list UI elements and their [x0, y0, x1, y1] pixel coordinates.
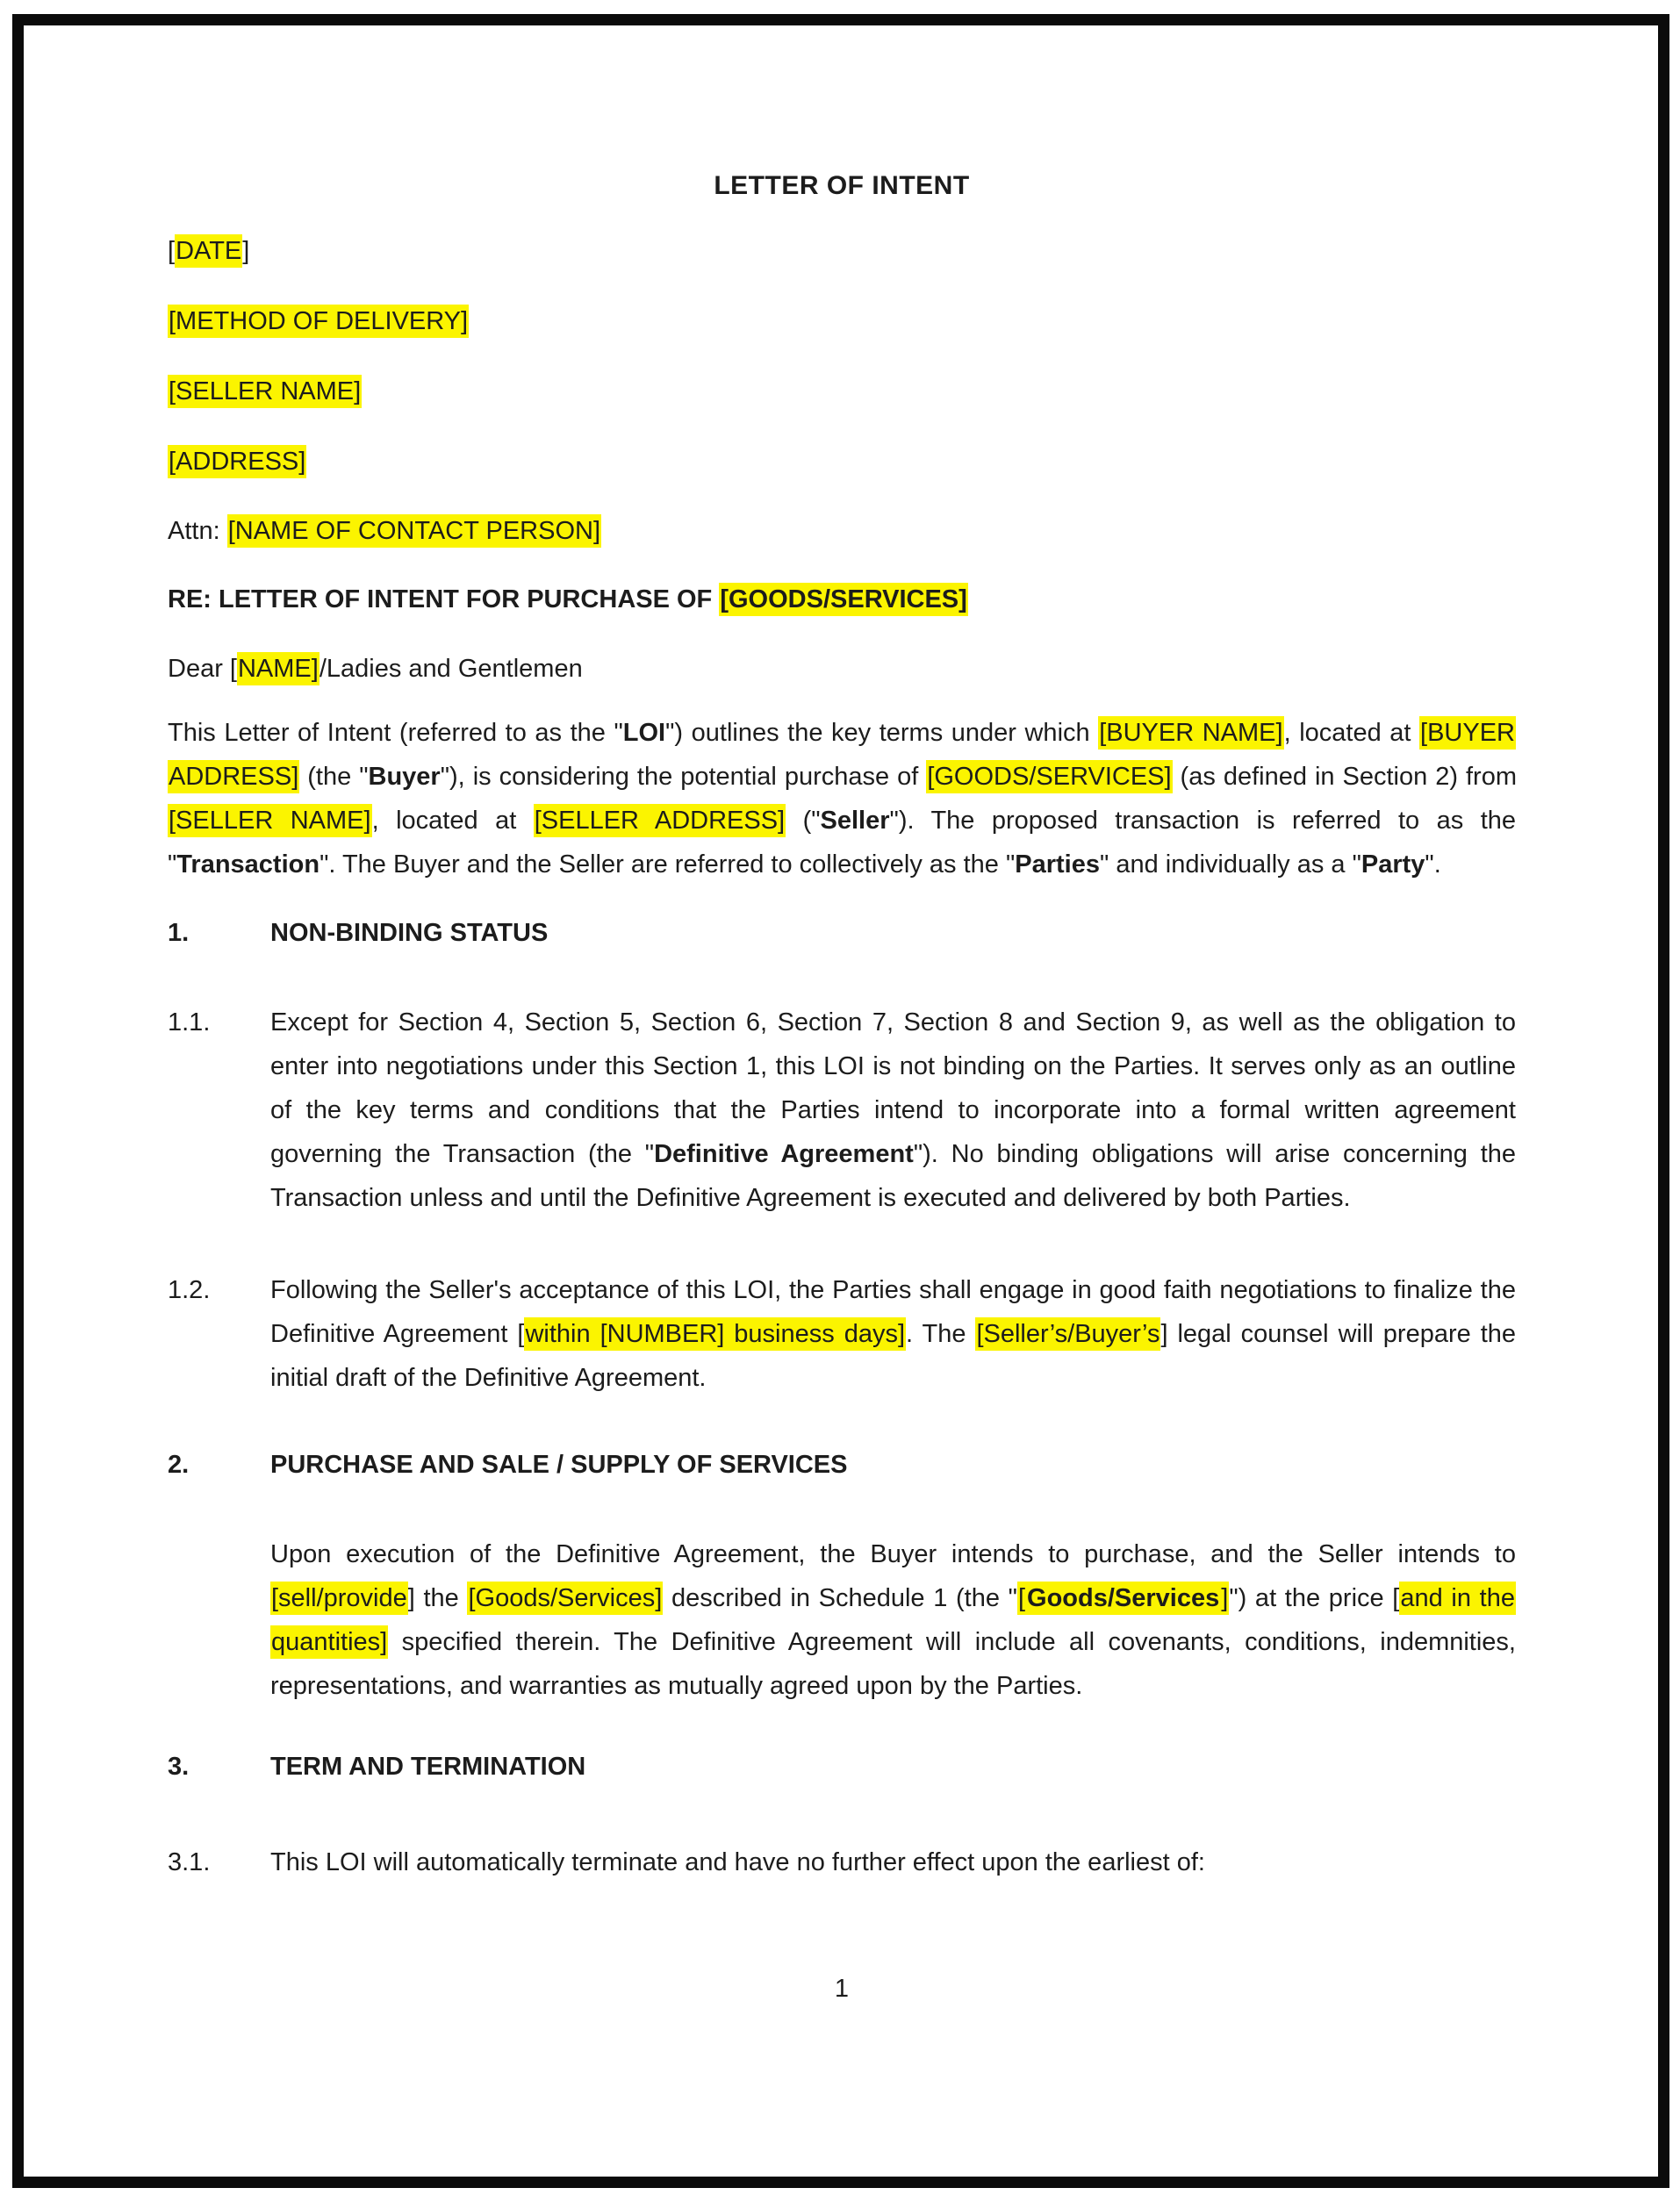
- salutation-line: Dear [NAME]/Ladies and Gentlemen: [168, 647, 1516, 691]
- clause-1-1-text: Except for Section 4, Section 5, Section 6, Section 7, Section 8 and Section 9, as well as the obligation to enter into negotiations under this Section 1, this LOI is not binding on the Parties. It serves only as an outline of the key terms and conditions that the Parties intend to incorporate into a formal written agreement governing the Transaction (the "Definitive Agreement"). No binding obligations will arise concerning the Transaction unless and until the Definitive Agreement is executed and delivered by both Parties.: [270, 1008, 1517, 1212]
- section-3-title: TERM AND TERMINATION: [270, 1753, 586, 1781]
- clause-1-1-number: 1.1.: [168, 1008, 211, 1037]
- re-subject-line: RE: LETTER OF INTENT FOR PURCHASE OF [GOODS/SERVICES]: [168, 577, 1516, 621]
- date-line: [DATE]: [168, 229, 1516, 273]
- clause-1-2-number: 1.2.: [168, 1276, 211, 1304]
- attn-line: Attn: [NAME OF CONTACT PERSON]: [168, 509, 1516, 553]
- document-page: [12, 14, 1669, 2188]
- page-title: LETTER OF INTENT: [714, 171, 970, 200]
- delivery-method-line: [METHOD OF DELIVERY]: [168, 299, 1516, 343]
- section-3-number: 3.: [168, 1753, 190, 1781]
- clause-1-1: [168, 1001, 1516, 1220]
- section-1-heading: [168, 911, 1516, 955]
- clause-3-1-number: 3.1.: [168, 1848, 211, 1876]
- intro-paragraph: This Letter of Intent (referred to as the "LOI") outlines the key terms under which [BUYER NAME], located at [BUYER ADDRESS] (the "Buyer"), is considering the potential purchase of [GOODS/SERVICES] (as defined in Section 2) from [SELLER NAME], located at [SELLER ADDRESS] ("Seller"). The proposed transaction is referred to as the "Transaction". The Buyer and the Seller are referred to collectively as the "Parties" and individually as a "Party".: [168, 711, 1516, 886]
- section-2-paragraph-text: Upon execution of the Definitive Agreement, the Buyer intends to purchase, and the Seller intends to [sell/provide] the [Goods/Services] described in Schedule 1 (the "[Goods/Services]") at the price [and in the quantities] specified therein. The Definitive Agreement will include all covenants, conditions, indemnities, representations, and warranties as mutually agreed upon by the Parties.: [270, 1540, 1516, 1700]
- clause-3-1-text: This LOI will automatically terminate and have no further effect upon the earliest of:: [270, 1848, 1205, 1876]
- section-1-title: NON-BINDING STATUS: [270, 919, 549, 947]
- clause-1-2-text: Following the Seller's acceptance of this LOI, the Parties shall engage in good faith negotiations to finalize the Definitive Agreement [within [NUMBER] business days]. The [Seller’s/Buyer’s] legal counsel will prepare the initial draft of the Definitive Agreement.: [270, 1276, 1517, 1392]
- seller-name-line: [SELLER NAME]: [168, 369, 1516, 413]
- section-1-number: 1.: [168, 919, 190, 947]
- section-2-paragraph-indent: [168, 1532, 270, 1708]
- clause-3-1: [168, 1840, 1516, 1884]
- section-2-title: PURCHASE AND SALE / SUPPLY OF SERVICES: [270, 1451, 848, 1479]
- section-2-number: 2.: [168, 1451, 190, 1479]
- address-line: [ADDRESS]: [168, 440, 1516, 484]
- page-content: [24, 25, 1658, 2177]
- section-3-heading: [168, 1745, 1516, 1789]
- section-2-heading: [168, 1443, 1516, 1487]
- section-2-paragraph: [168, 1532, 1516, 1708]
- page-number: 1: [834, 1975, 850, 2003]
- clause-1-2: [168, 1268, 1516, 1400]
